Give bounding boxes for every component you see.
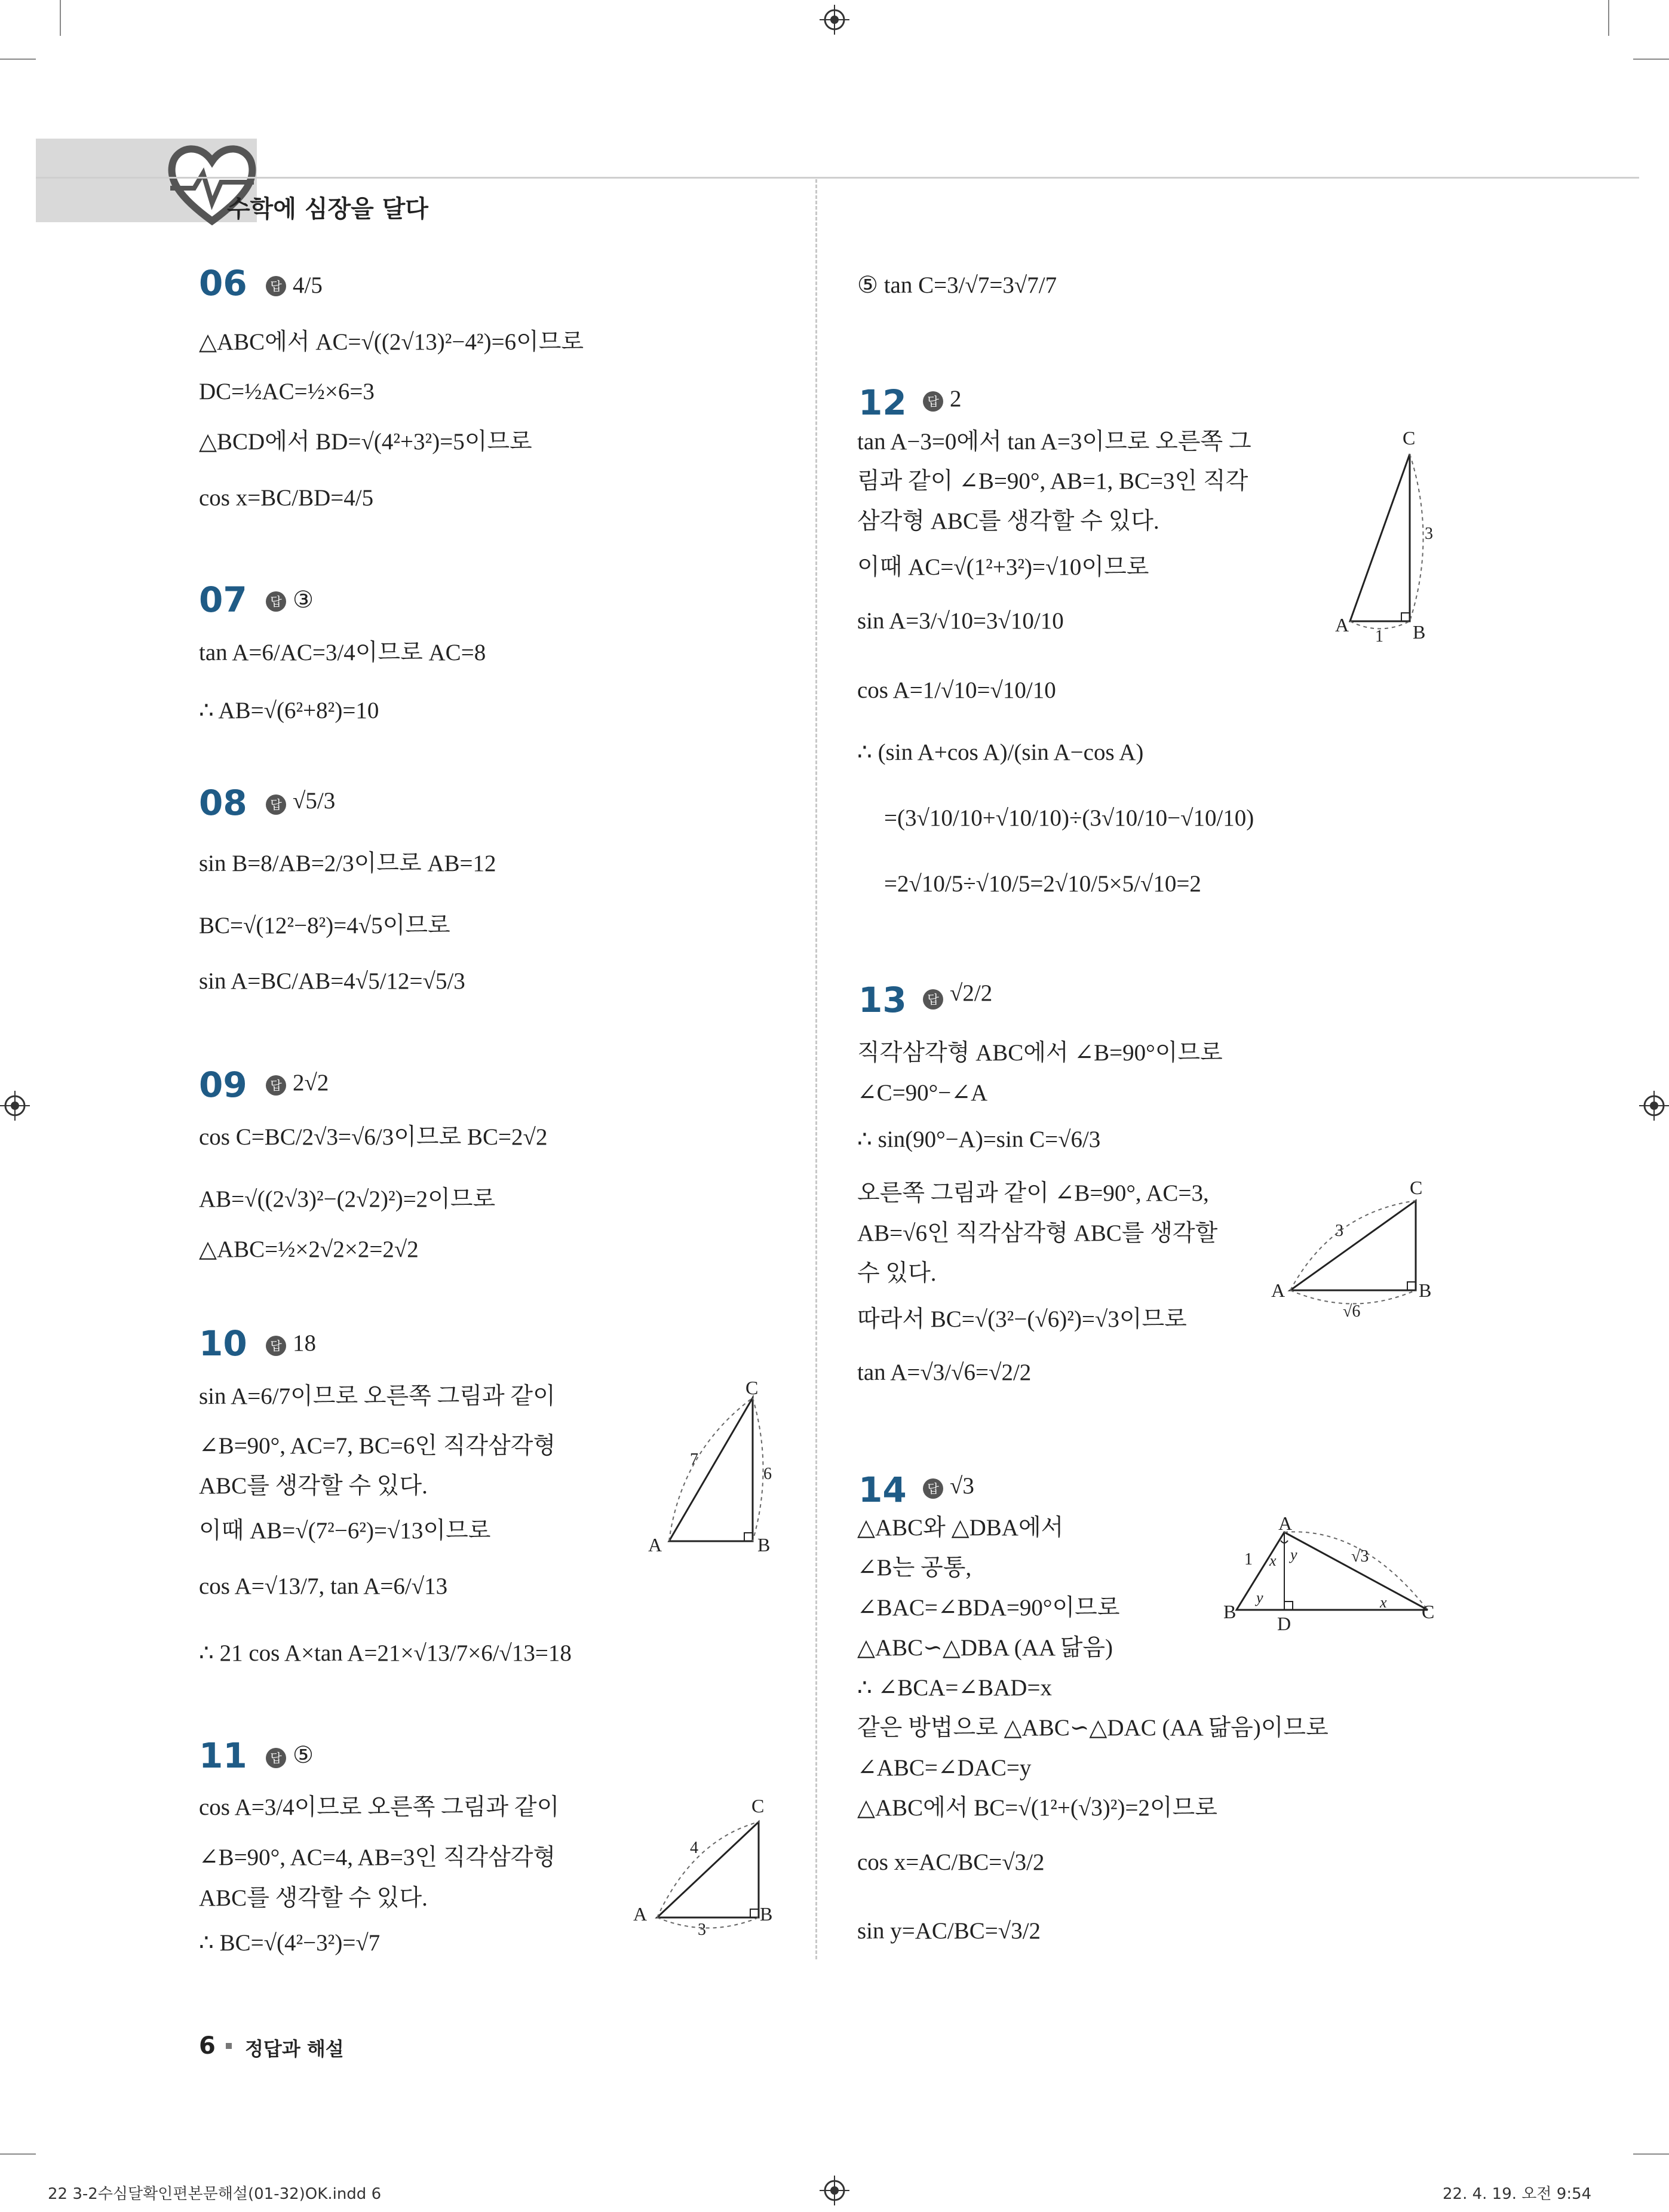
- side-label: 3: [698, 1920, 706, 1939]
- solution-line: 같은 방법으로 △ABC∽△DAC (AA 닮음)이므로: [857, 1715, 1329, 1741]
- vertex-label-a: A: [648, 1534, 662, 1556]
- answer-badge-icon: 답: [266, 591, 286, 612]
- problem-number: 13: [858, 980, 907, 1020]
- solution-line: 삼각형 ABC를 생각할 수 있다.: [857, 508, 1159, 534]
- side-label: 1: [1375, 627, 1383, 646]
- triangle-figure-13: [1266, 1183, 1434, 1320]
- problem-number: 07: [199, 579, 247, 620]
- problem-number: 08: [199, 783, 247, 823]
- vertex-label-c: C: [1422, 1601, 1435, 1622]
- solution-line: ∠B=90°, AC=7, BC=6인 직각삼각형: [199, 1433, 556, 1459]
- footer-bullet: [226, 2043, 232, 2049]
- answer-value: ⑤: [293, 1742, 314, 1768]
- solution-line: AB=√6인 직각삼각형 ABC를 생각할: [857, 1220, 1218, 1246]
- vertex-label-b: B: [1419, 1280, 1432, 1301]
- solution-line: △BCD에서 BD=√(4²+3²)=5이므로: [199, 429, 532, 455]
- solution-line: 수 있다.: [857, 1260, 937, 1286]
- solution-line: =(3√10/10+√10/10)÷(3√10/10−√10/10): [884, 805, 1254, 831]
- angle-label: y: [1256, 1589, 1263, 1606]
- answer-value: ③: [293, 587, 314, 613]
- solution-line: tan A=√3/√6=√2/2: [857, 1360, 1032, 1385]
- registration-mark-icon: [0, 1091, 30, 1121]
- solution-line: cos A=1/√10=√10/10: [857, 677, 1056, 703]
- answer-value: 2√2: [293, 1070, 329, 1096]
- answer-badge-icon: 답: [923, 989, 943, 1010]
- solution-line: DC=½AC=½×6=3: [199, 379, 375, 404]
- solution-line: sin A=6/7이므로 오른쪽 그림과 같이: [199, 1383, 556, 1409]
- side-label: 6: [763, 1465, 772, 1483]
- solution-line: ∴ sin(90°−A)=sin C=√6/3: [857, 1127, 1101, 1152]
- problem-number: 12: [858, 382, 907, 423]
- solution-line: 이때 AC=√(1²+3²)=√10이므로: [857, 554, 1149, 580]
- solution-line: ∴ 21 cos A×tan A=21×√13/7×6/√13=18: [199, 1640, 572, 1666]
- crop-mark: [1608, 0, 1609, 36]
- solution-line: ABC를 생각할 수 있다.: [199, 1885, 428, 1911]
- solution-line: ∠C=90°−∠A: [857, 1080, 988, 1106]
- solution-line: ∠B=90°, AC=4, AB=3인 직각삼각형: [199, 1845, 556, 1870]
- vertex-label-c: C: [751, 1795, 765, 1817]
- crop-mark: [1633, 59, 1669, 60]
- solution-line: 이때 AB=√(7²−6²)=√13이므로: [199, 1518, 491, 1544]
- section-title: 정답과 해설: [245, 2038, 344, 2060]
- vertex-label-c: C: [1410, 1177, 1423, 1198]
- solution-line: ⑤ tan C=3/√7=3√7/7: [857, 272, 1057, 298]
- solution-line: AB=√((2√3)²−(2√2)²)=2이므로: [199, 1186, 496, 1212]
- problem-number: 09: [199, 1064, 247, 1105]
- answer-badge-icon: 답: [266, 1075, 286, 1096]
- answer-value: √3: [950, 1473, 974, 1499]
- solution-line: △ABC와 △DBA에서: [857, 1515, 1064, 1541]
- solution-line: cos A=3/4이므로 오른쪽 그림과 같이: [199, 1794, 560, 1820]
- solution-line: 따라서 BC=√(3²−(√6)²)=√3이므로: [857, 1306, 1187, 1332]
- side-label: 3: [1425, 524, 1433, 543]
- side-label: 7: [690, 1450, 698, 1469]
- solution-line: △ABC에서 BC=√(1²+(√3)²)=2이므로: [857, 1795, 1217, 1821]
- angle-label: y: [1290, 1546, 1297, 1563]
- problem-number: 14: [858, 1469, 907, 1510]
- problem-number: 06: [199, 263, 247, 303]
- solution-line: △ABC에서 AC=√((2√13)²−4²)=6이므로: [199, 329, 584, 355]
- angle-label: x: [1269, 1552, 1277, 1569]
- header-logo-text: 수학에 심장을 달다: [227, 195, 428, 223]
- header-rule: [36, 177, 1639, 179]
- vertex-label-a: A: [633, 1903, 648, 1925]
- vertex-label-a: A: [1278, 1512, 1293, 1534]
- solution-line: cos A=√13/7, tan A=6/√13: [199, 1573, 448, 1599]
- solution-line: ∠ABC=∠DAC=y: [857, 1755, 1032, 1781]
- answer-badge-icon: 답: [923, 1478, 943, 1499]
- solution-line: 림과 같이 ∠B=90°, AB=1, BC=3인 직각: [857, 468, 1248, 494]
- solution-line: △ABC=½×2√2×2=2√2: [199, 1237, 419, 1262]
- crop-mark: [0, 2153, 36, 2155]
- vertex-label-b: B: [760, 1903, 773, 1925]
- vertex-label-c: C: [1403, 427, 1416, 449]
- side-label: √6: [1343, 1302, 1361, 1321]
- answer-badge-icon: 답: [266, 276, 286, 296]
- answer-badge-icon: 답: [266, 1336, 286, 1356]
- problem-number: 11: [199, 1735, 247, 1776]
- angle-label: x: [1380, 1594, 1387, 1611]
- solution-line: ABC를 생각할 수 있다.: [199, 1473, 428, 1499]
- vertex-label-a: A: [1271, 1280, 1286, 1301]
- solution-line: ∴ BC=√(4²−3²)=√7: [199, 1930, 381, 1956]
- crop-mark: [1633, 2153, 1669, 2155]
- vertex-label-d: D: [1277, 1613, 1291, 1634]
- problem-number: 10: [199, 1323, 247, 1364]
- solution-line: tan A−3=0에서 tan A=3이므로 오른쪽 그: [857, 429, 1251, 455]
- solution-line: sin A=BC/AB=4√5/12=√5/3: [199, 968, 465, 994]
- solution-line: sin B=8/AB=2/3이므로 AB=12: [199, 851, 496, 876]
- vertex-label-c: C: [745, 1377, 759, 1398]
- solution-line: 직각삼각형 ABC에서 ∠B=90°이므로: [857, 1040, 1223, 1066]
- solution-line: =2√10/5÷√10/5=2√10/5×5/√10=2: [884, 871, 1201, 897]
- crop-mark: [0, 59, 36, 60]
- solution-line: BC=√(12²−8²)=4√5이므로: [199, 913, 450, 938]
- solution-line: 오른쪽 그림과 같이 ∠B=90°, AC=3,: [857, 1180, 1209, 1206]
- answer-value: 18: [293, 1330, 316, 1356]
- solution-line: sin y=AC/BC=√3/2: [857, 1918, 1041, 1944]
- footer-filename: 22 3-2수심달확인편본문해설(01-32)OK.indd 6: [48, 2185, 382, 2203]
- column-divider: [815, 179, 817, 1959]
- solution-line: cos C=BC/2√3=√6/3이므로 BC=2√2: [199, 1124, 548, 1150]
- answer-value: √2/2: [950, 980, 993, 1006]
- solution-line: cos x=AC/BC=√3/2: [857, 1849, 1045, 1875]
- solution-line: cos x=BC/BD=4/5: [199, 485, 374, 511]
- answer-badge-icon: 답: [266, 1748, 286, 1768]
- registration-mark-icon: [820, 5, 849, 35]
- vertex-label-b: B: [1413, 621, 1426, 643]
- footer-timestamp: 22. 4. 19. 오전 9:54: [1443, 2185, 1592, 2203]
- vertex-label-b: B: [757, 1534, 771, 1556]
- answer-value: √5/3: [293, 788, 336, 814]
- side-label: 3: [1335, 1222, 1343, 1240]
- answer-badge-icon: 답: [266, 794, 286, 815]
- answer-badge-icon: 답: [923, 391, 943, 412]
- registration-mark-icon: [820, 2176, 849, 2205]
- solution-line: △ABC∽△DBA (AA 닮음): [857, 1635, 1113, 1661]
- solution-line: ∴ ∠BCA=∠BAD=x: [857, 1675, 1052, 1701]
- registration-mark-icon: [1639, 1091, 1669, 1121]
- side-label: √3: [1351, 1547, 1369, 1566]
- solution-line: sin A=3/√10=3√10/10: [857, 608, 1064, 634]
- solution-line: ∴ AB=√(6²+8²)=10: [199, 698, 379, 723]
- side-label: 4: [690, 1839, 698, 1857]
- answer-value: 4/5: [293, 272, 323, 298]
- vertex-label-a: A: [1335, 614, 1349, 636]
- answer-value: 2: [950, 386, 962, 412]
- crop-mark: [60, 0, 61, 36]
- solution-line: tan A=6/AC=3/4이므로 AC=8: [199, 640, 486, 665]
- solution-line: ∴ (sin A+cos A)/(sin A−cos A): [857, 740, 1144, 765]
- vertex-label-b: B: [1223, 1601, 1237, 1622]
- page-number: 6: [199, 2032, 216, 2060]
- side-label: 1: [1244, 1550, 1253, 1569]
- solution-line: ∠BAC=∠BDA=90°이므로: [857, 1595, 1120, 1621]
- solution-line: ∠B는 공통,: [857, 1555, 972, 1581]
